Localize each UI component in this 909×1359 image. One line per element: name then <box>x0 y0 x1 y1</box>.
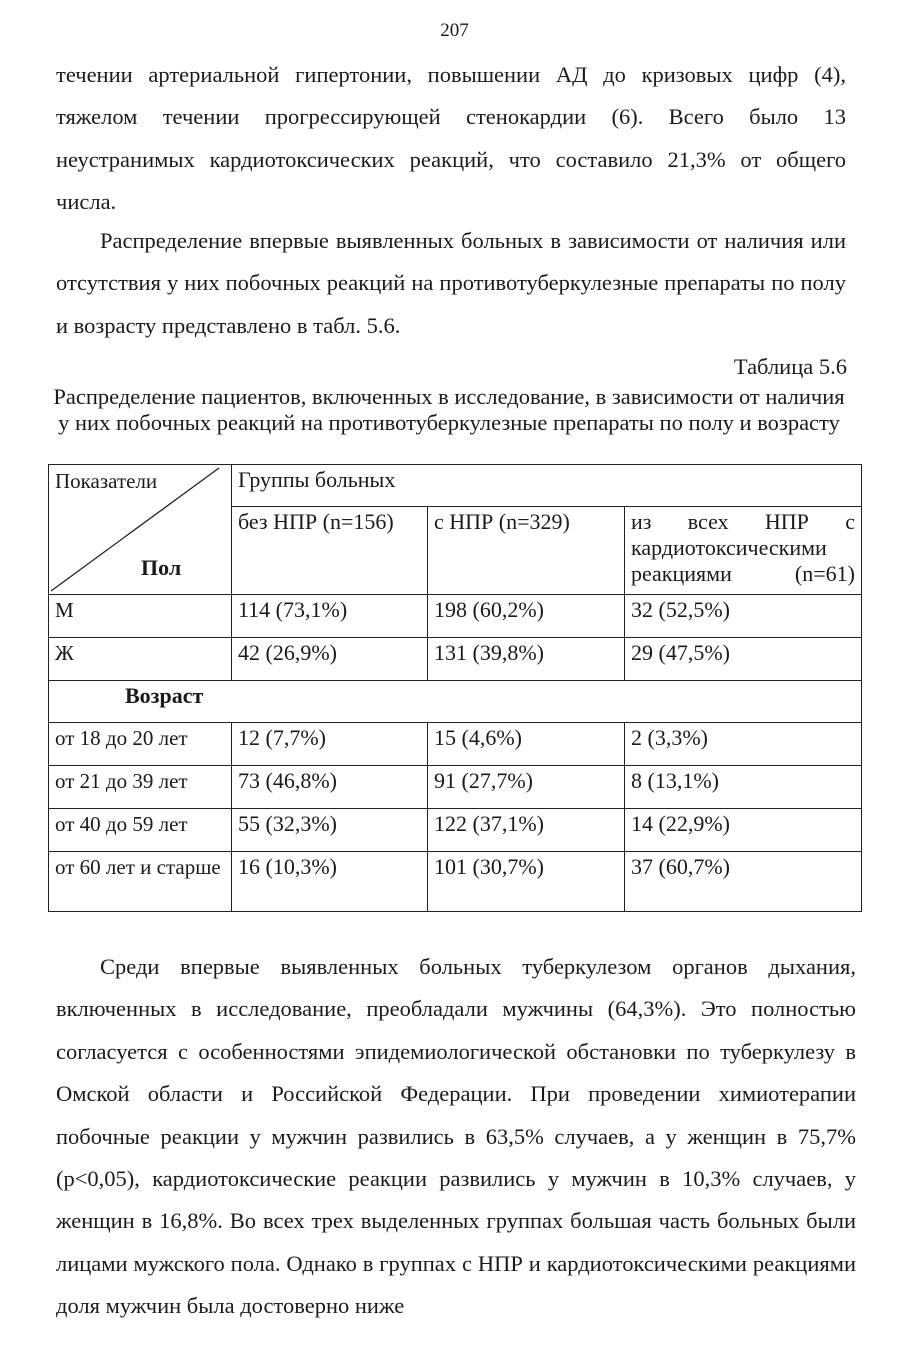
table-cell: 114 (73,1%) <box>232 595 428 638</box>
data-table <box>48 464 862 912</box>
table-row <box>49 766 862 809</box>
table-cell: 198 (60,2%) <box>428 595 625 638</box>
column-header-no-npr: без НПР (n=156) <box>232 507 428 595</box>
table-cell: 101 (30,7%) <box>428 852 625 912</box>
table-cell: 73 (46,8%) <box>232 766 428 809</box>
row-label: Ж <box>49 638 232 681</box>
table-cell: 122 (37,1%) <box>428 809 625 852</box>
table-row <box>49 638 862 681</box>
table-label: Таблица 5.6 <box>733 354 847 379</box>
row-label: от 40 до 59 лет <box>49 809 232 852</box>
section-row-age <box>49 681 862 723</box>
table-row <box>49 595 862 638</box>
header-sex: Пол <box>141 555 182 580</box>
table-row <box>49 809 862 852</box>
row-label: от 60 лет и старше <box>49 852 232 912</box>
table-row <box>49 852 862 912</box>
table-cell: 91 (27,7%) <box>428 766 625 809</box>
table-cell: 2 (3,3%) <box>625 723 862 766</box>
section-header-age: Возраст <box>49 681 862 723</box>
header-indicators: Показатели <box>55 469 158 493</box>
paragraph-3: Среди впервые выявленных больных туберкулезом органов дыхания, включенных в исследование, преобладали мужчины (64,3%). Это полностью согласуется с особенностями эпидемиологической обстановки по туберкулезу в Омской области и Российской Федерации. При проведении химиотерапии побочные реакции у мужчин развились в 63,5% случаев, а у женщин в 75,7% (р<0,05), кардиотоксические реакции развились у мужчин в 10,3% случаев, у женщин в 16,8%. Во всех трех выделенных группах большая часть больных были лицами мужского пола. Однако в группах с НПР и кардиотоксическими реакциями доля мужчин была достоверно ниже <box>56 954 856 1319</box>
table-row <box>49 723 862 766</box>
table-cell: 37 (60,7%) <box>625 852 862 912</box>
table-cell: 29 (47,5%) <box>625 638 862 681</box>
table-cell: 14 (22,9%) <box>625 809 862 852</box>
table-caption: Распределение пациентов, включенных в исследование, в зависимости от наличия у них побочных реакций на противотуберкулезные препараты по полу и возрасту <box>53 384 845 435</box>
table-cell: 55 (32,3%) <box>232 809 428 852</box>
table-cell: 42 (26,9%) <box>232 638 428 681</box>
column-header-npr: с НПР (n=329) <box>428 507 625 595</box>
column-header-cardiotoxic: из всех НПР с кардиотоксическими реакциями (n=61) <box>625 507 862 595</box>
table-cell: 15 (4,6%) <box>428 723 625 766</box>
table-cell: 12 (7,7%) <box>232 723 428 766</box>
table-cell: 131 (39,8%) <box>428 638 625 681</box>
table-cell: 32 (52,5%) <box>625 595 862 638</box>
table-cell: 8 (13,1%) <box>625 766 862 809</box>
paragraph-2: Распределение впервые выявленных больных в зависимости от наличия или отсутствия у них побочных реакций на противотуберкулезные препараты по полу и возрасту представлено в табл. 5.6. <box>56 228 846 338</box>
row-label: от 21 до 39 лет <box>49 766 232 809</box>
page-number: 207 <box>440 20 469 41</box>
paragraph-1: течении артериальной гипертонии, повышении АД до кризовых цифр (4), тяжелом течении прогрессирующей стенокардии (6). Всего было 13 неустранимых кардиотоксических реакций, что составило 21,3% от общего числа. <box>56 62 846 214</box>
row-label: от 18 до 20 лет <box>49 723 232 766</box>
table-cell: 16 (10,3%) <box>232 852 428 912</box>
table-header-row <box>49 465 862 507</box>
row-label: М <box>49 595 232 638</box>
header-groups: Группы больных <box>232 465 862 507</box>
header-corner-cell <box>49 465 232 595</box>
